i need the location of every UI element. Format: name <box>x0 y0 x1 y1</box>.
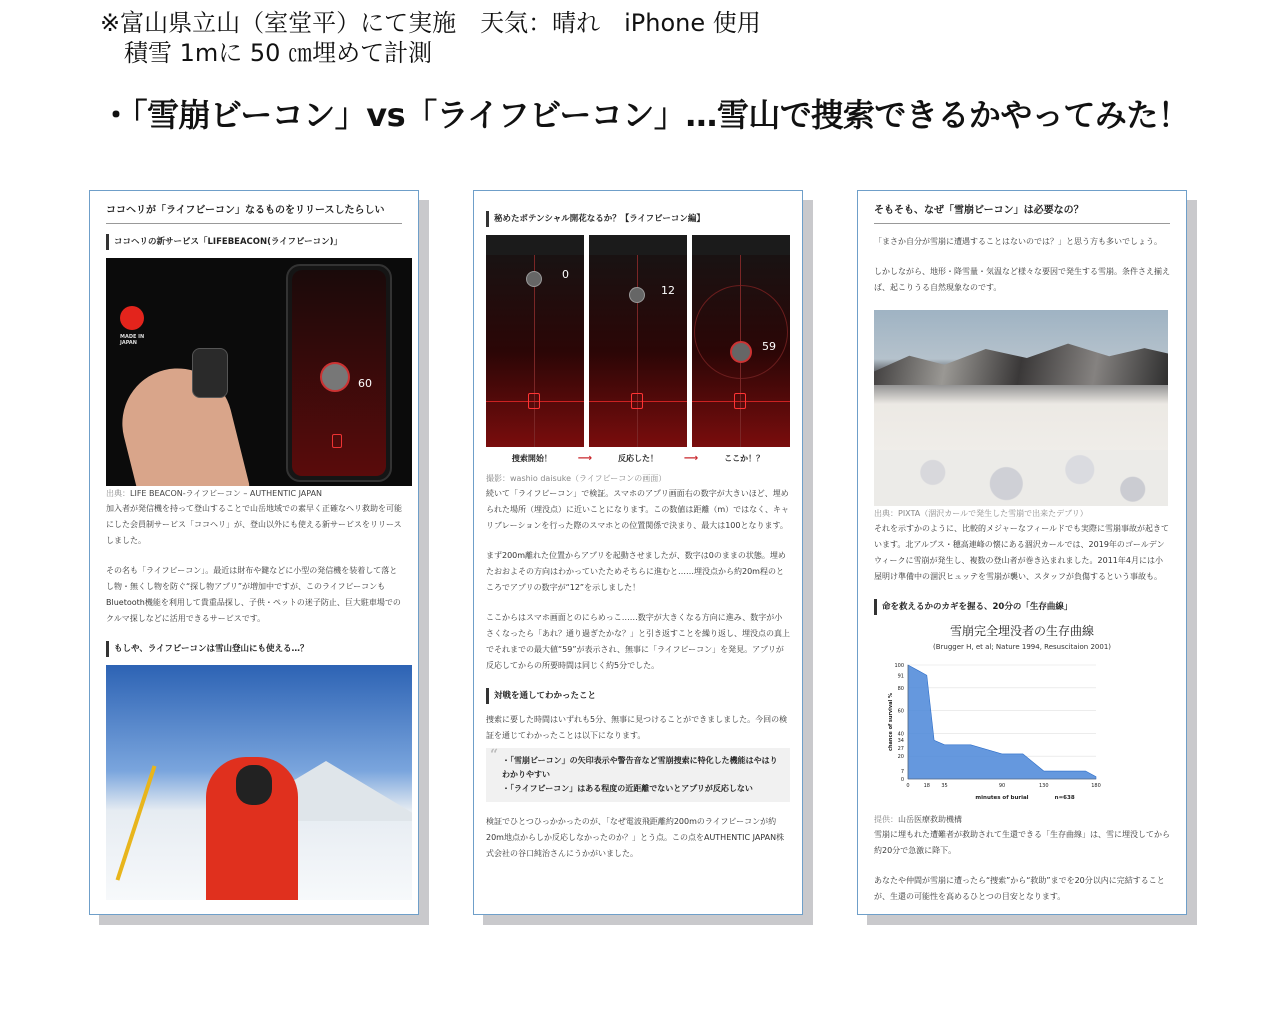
y-tick-label: 40 <box>897 731 904 738</box>
image-caption: 出典：LIFE BEACON-ライフビーコン – AUTHENTIC JAPAN <box>106 489 323 498</box>
paragraph: 「まさか自分が雪崩に遭遇することはないのでは？」と思う方も多いでしょう。 <box>874 237 1162 246</box>
chart-svg <box>874 657 1168 812</box>
note-line-1: ※富山県立山（室堂平）にて実施 天気：晴れ iPhone 使用 <box>100 9 761 37</box>
paragraph: しかしながら、地形・降雪量・気温など様々な要因で発生する雪崩。条件さえ揃えば、起こりうる自然現象なのです。 <box>874 267 1170 292</box>
panel-content <box>473 190 803 915</box>
y-tick-label: 34 <box>897 738 904 745</box>
screen-label: 捜索開始！ <box>511 454 552 463</box>
y-axis-label: chance of survival % <box>888 693 894 751</box>
beacon-device <box>192 348 228 398</box>
target-ring <box>320 362 350 392</box>
screen-label: 反応した！ <box>617 454 658 463</box>
x-tick-label: 180 <box>1091 783 1101 789</box>
chart-caption: 提供：山岳医療救助機構 <box>874 815 962 824</box>
paragraph: 続いて「ライフビーコン」で検証。スマホのアプリ画面右の数字が大きいほど、埋められた場所（埋没点）に近いことになります。この数値は距離（m）ではなく、キャリブレーションを行った際のスマホとの位置関係で決まり、最大は100となります。 <box>486 489 789 530</box>
article-panel-2 <box>473 190 803 925</box>
y-tick-label: 80 <box>897 685 904 692</box>
paragraph: あなたや仲間が雪崩に遭ったら“捜索”から“救助”までを20分以内に完結することが、生還の可能性を高めるひとつの目安となります。 <box>874 876 1165 901</box>
blockquote <box>486 748 790 802</box>
article-panel-1 <box>89 190 419 925</box>
lifebeacon-product-image <box>106 258 412 486</box>
y-tick-label: 60 <box>897 708 904 715</box>
app-screen-2 <box>589 235 687 447</box>
section-heading: 秘めたポテンシャル開花なるか？【ライフビーコン編】 <box>486 211 790 227</box>
section-heading: ココヘリの新サービス「LIFEBEACON(ライフビーコン)」 <box>106 234 402 250</box>
arrow-right-icon: ⟶ <box>683 453 699 464</box>
made-in-japan-label: MADE IN JAPAN <box>120 334 145 346</box>
panel-content <box>857 190 1187 915</box>
screen-label: ここか！？ <box>724 454 765 463</box>
x-tick-label: 130 <box>1039 783 1049 789</box>
x-tick-label: 0 <box>906 783 910 789</box>
red-dot-logo <box>120 306 144 330</box>
y-tick-label: 27 <box>897 746 904 753</box>
signal-ball <box>730 341 752 363</box>
experiment-note <box>100 8 761 68</box>
article-panel-3 <box>857 190 1187 925</box>
paragraph: まず200m離れた位置からアプリを起動させましたが、数字は0のままの状態。埋めたおおよその方向はわかっていたためそちらに進むと……埋没点から約20m程のところでアプリの数字が“12”を示しました！ <box>486 551 786 592</box>
climber-face <box>236 765 272 805</box>
image-caption: 撮影：washio daisuke（ライフビーコンの画面） <box>486 474 667 483</box>
x-tick-label: 90 <box>998 783 1006 789</box>
signal-number: 59 <box>762 340 776 353</box>
snow-debris <box>874 450 1168 506</box>
smartphone <box>286 264 392 482</box>
signal-ball <box>629 287 645 303</box>
y-tick-label: 20 <box>897 754 904 761</box>
paragraph: それを示すかのように、比較的メジャーなフィールドでも実際に雪崩事故が起きています。北アルプス・穂高連峰の懐にある涸沢カールでは、2019年のゴールデンウィークに雪崩が発生し、複数の登山者が巻き込まれました。2011年4月には小屋明け準備中の涸沢ヒュッテを雪崩が襲い、スタッフが負傷するという事故も。 <box>874 524 1170 581</box>
survival-area <box>908 665 1096 779</box>
device-marker <box>332 434 342 448</box>
device-marker <box>631 393 643 409</box>
panel-title: そもそも、なぜ「雪崩ビーコン」は必要なの？ <box>874 203 1170 224</box>
avalanche-debris-photo <box>874 310 1168 506</box>
sample-size-note: n=638 <box>1054 795 1075 801</box>
mountain-ridge <box>874 340 1168 385</box>
app-screens <box>486 235 790 447</box>
x-tick-label: 18 <box>923 783 930 789</box>
quote-icon: “ <box>490 747 499 763</box>
paragraph: ここからはスマホ画面とのにらめっこ……数字が大きくなる方向に進み、数字が小さくなったら「あれ？通り過ぎたかな？」と引き返すことを繰り返し、埋没点の真上でそれまでの最大値“59”が表示され、無事に「ライフビーコン」を発見。アプリが反応してからの所要時間は同じく約5分でした。 <box>486 613 790 670</box>
chart-subtitle: (Brugger H, et al; Nature 1994, Resuscitaion 2001) <box>932 643 1112 651</box>
panel-content <box>89 190 419 915</box>
y-tick-label: 100 <box>894 663 904 669</box>
device-marker <box>734 393 746 409</box>
quote-item: ・「ライフビーコン」はある程度の近距離でないとアプリが反応しない <box>502 784 753 793</box>
section-heading: 対戦を通してわかったこと <box>486 688 790 704</box>
signal-number: 12 <box>661 284 675 297</box>
survival-curve-chart <box>874 657 1168 812</box>
page-headline: ・「雪崩ビーコン」vs「ライフビーコン」…雪山で捜索できるかやってみた！ <box>100 96 1190 134</box>
y-tick-label: 0 <box>900 777 904 783</box>
paragraph: 加入者が発信機を持って登山することで山岳地域での素早く正確なヘリ救助を可能にした会員制サービス「ココヘリ」が、登山以外にも使える新サービスをリリースしました。 <box>106 504 402 545</box>
x-tick-label: 35 <box>941 783 948 789</box>
screen-labels <box>486 447 790 471</box>
quote-item: ・「雪崩ビーコン」の矢印表示や警告音など雪崩捜索に特化した機能はやはりわかりやすい <box>502 756 778 779</box>
paragraph: 雪崩に埋もれた遭難者が救助されて生還できる「生存曲線」は、雪に埋没してから約20分で急激に降下。 <box>874 830 1170 855</box>
app-screen-3 <box>692 235 790 447</box>
x-axis-label: minutes of burial <box>975 795 1029 801</box>
app-screen-1 <box>486 235 584 447</box>
hand <box>111 357 252 486</box>
signal-number: 0 <box>562 268 569 281</box>
climber-photo <box>106 665 412 900</box>
paragraph: 捜索に要した時間はいずれも5分、無事に見つけることができましました。今回の検証を通じてわかったことは以下になります。 <box>486 715 788 740</box>
y-tick-label: 91 <box>897 673 904 680</box>
chart-title: 雪崩完全埋没者の生存曲線 <box>949 624 1094 638</box>
paragraph: 検証でひとつひっかかったのが、「なぜ電波飛距離約200mのライフビーコンが約20m地点からしか反応しなかったのか？」とう点。この点をAUTHENTIC JAPAN株式会社の谷口純治さんにうかがいました。 <box>486 817 785 858</box>
image-caption: 出典：PIXTA（涸沢カールで発生した雪崩で出来たデブリ） <box>874 509 1088 518</box>
arrow-right-icon: ⟶ <box>577 453 593 464</box>
note-line-2: 積雪 1mに 50 ㎝埋めて計測 <box>124 39 433 67</box>
y-tick-label: 7 <box>900 769 904 776</box>
device-marker <box>528 393 540 409</box>
section-heading: もしや、ライフビーコンは雪山登山にも使える…？ <box>106 641 402 657</box>
paragraph: その名も「ライフビーコン」。最近は財布や鍵などに小型の発信機を装着して落とし物・無くし物を防ぐ“探し物アプリ”が増加中ですが、このライフビーコンもBluetooth機能を利用して貴重品探し、子供・ペットの迷子防止、巨大駐車場でのクルマ探しなどに活用できるサービスです。 <box>106 566 401 623</box>
section-heading: 命を救えるかのカギを握る、20分の「生存曲線」 <box>874 599 1170 615</box>
panel-title: ココヘリが「ライフビーコン」なるものをリリースしたらしい <box>106 203 402 224</box>
signal-ball <box>526 271 542 287</box>
ice-axe <box>116 765 157 880</box>
signal-number: 60 <box>358 377 372 390</box>
